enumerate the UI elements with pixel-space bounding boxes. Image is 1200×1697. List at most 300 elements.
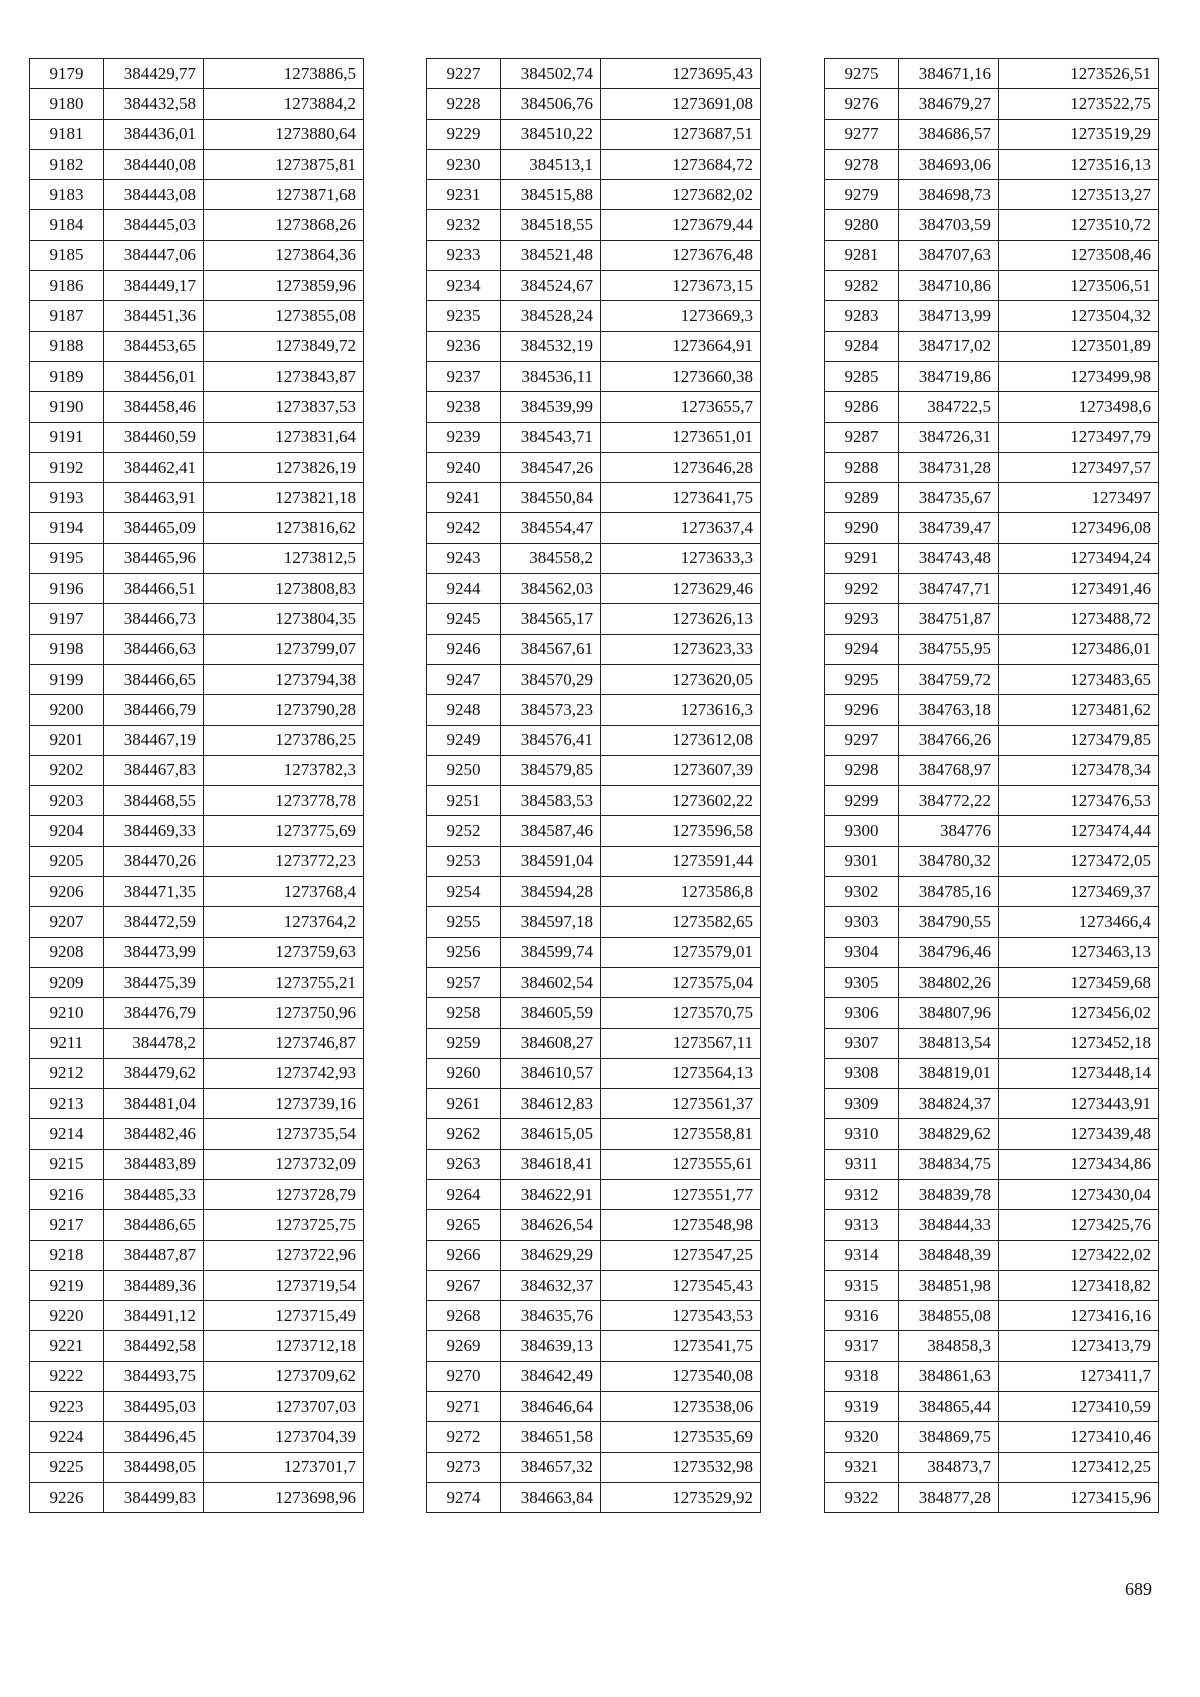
table-row (427, 1149, 761, 1179)
y-coordinate-cell: 1273732,09 (204, 1149, 364, 1179)
y-coordinate-cell: 1273483,65 (999, 664, 1159, 694)
x-coordinate-cell: 384759,72 (899, 664, 999, 694)
coordinate-table-1 (29, 58, 364, 1513)
y-coordinate-cell: 1273725,75 (204, 1210, 364, 1240)
y-coordinate-cell: 1273498,6 (999, 392, 1159, 422)
x-coordinate-cell: 384476,79 (104, 998, 204, 1028)
point-number-cell: 9289 (825, 483, 899, 513)
point-number-cell: 9301 (825, 846, 899, 876)
y-coordinate-cell: 1273602,22 (601, 786, 761, 816)
y-coordinate-cell: 1273808,83 (204, 574, 364, 604)
y-coordinate-cell: 1273564,13 (601, 1058, 761, 1088)
x-coordinate-cell: 384543,71 (501, 422, 601, 452)
x-coordinate-cell: 384747,71 (899, 574, 999, 604)
y-coordinate-cell: 1273481,62 (999, 695, 1159, 725)
table-row (30, 816, 364, 846)
x-coordinate-cell: 384605,59 (501, 998, 601, 1028)
table-row (427, 361, 761, 391)
table-row (825, 361, 1159, 391)
x-coordinate-cell: 384576,41 (501, 725, 601, 755)
x-coordinate-cell: 384456,01 (104, 361, 204, 391)
y-coordinate-cell: 1273719,54 (204, 1270, 364, 1300)
y-coordinate-cell: 1273411,7 (999, 1361, 1159, 1391)
table-row (427, 452, 761, 482)
point-number-cell: 9181 (30, 119, 104, 149)
x-coordinate-cell: 384807,96 (899, 998, 999, 1028)
y-coordinate-cell: 1273722,96 (204, 1240, 364, 1270)
table-row (427, 59, 761, 89)
y-coordinate-cell: 1273616,3 (601, 695, 761, 725)
point-number-cell: 9213 (30, 1089, 104, 1119)
table-row (30, 483, 364, 513)
point-number-cell: 9227 (427, 59, 501, 89)
x-coordinate-cell: 384518,55 (501, 210, 601, 240)
y-coordinate-cell: 1273855,08 (204, 301, 364, 331)
x-coordinate-cell: 384445,03 (104, 210, 204, 240)
table-row (427, 574, 761, 604)
x-coordinate-cell: 384626,54 (501, 1210, 601, 1240)
x-coordinate-cell: 384479,62 (104, 1058, 204, 1088)
point-number-cell: 9257 (427, 967, 501, 997)
point-number-cell: 9260 (427, 1058, 501, 1088)
y-coordinate-cell: 1273880,64 (204, 119, 364, 149)
point-number-cell: 9261 (427, 1089, 501, 1119)
y-coordinate-cell: 1273695,43 (601, 59, 761, 89)
table-row (427, 664, 761, 694)
y-coordinate-cell: 1273504,32 (999, 301, 1159, 331)
y-coordinate-cell: 1273704,39 (204, 1422, 364, 1452)
y-coordinate-cell: 1273497 (999, 483, 1159, 513)
point-number-cell: 9200 (30, 695, 104, 725)
table-row (825, 967, 1159, 997)
point-number-cell: 9313 (825, 1210, 899, 1240)
x-coordinate-cell: 384579,85 (501, 755, 601, 785)
table-row (30, 59, 364, 89)
y-coordinate-cell: 1273886,5 (204, 59, 364, 89)
y-coordinate-cell: 1273410,46 (999, 1422, 1159, 1452)
point-number-cell: 9215 (30, 1149, 104, 1179)
x-coordinate-cell: 384622,91 (501, 1179, 601, 1209)
table-row (825, 1452, 1159, 1482)
point-number-cell: 9236 (427, 331, 501, 361)
point-number-cell: 9235 (427, 301, 501, 331)
x-coordinate-cell: 384615,05 (501, 1119, 601, 1149)
table-row (427, 634, 761, 664)
point-number-cell: 9302 (825, 877, 899, 907)
x-coordinate-cell: 384510,22 (501, 119, 601, 149)
x-coordinate-cell: 384492,58 (104, 1331, 204, 1361)
x-coordinate-cell: 384861,63 (899, 1361, 999, 1391)
point-number-cell: 9273 (427, 1452, 501, 1482)
table-row (30, 877, 364, 907)
table-row (427, 422, 761, 452)
table-row (30, 452, 364, 482)
table-row (427, 119, 761, 149)
x-coordinate-cell: 384524,67 (501, 271, 601, 301)
point-number-cell: 9223 (30, 1392, 104, 1422)
table-row (825, 1240, 1159, 1270)
point-number-cell: 9322 (825, 1482, 899, 1512)
table-row (825, 59, 1159, 89)
y-coordinate-cell: 1273547,25 (601, 1240, 761, 1270)
point-number-cell: 9249 (427, 725, 501, 755)
y-coordinate-cell: 1273506,51 (999, 271, 1159, 301)
table-row (427, 1452, 761, 1482)
table-row (30, 1482, 364, 1512)
x-coordinate-cell: 384755,95 (899, 634, 999, 664)
table-row (427, 513, 761, 543)
x-coordinate-cell: 384834,75 (899, 1149, 999, 1179)
point-number-cell: 9291 (825, 543, 899, 573)
table-row (427, 1240, 761, 1270)
y-coordinate-cell: 1273443,91 (999, 1089, 1159, 1119)
point-number-cell: 9229 (427, 119, 501, 149)
table-row (30, 392, 364, 422)
y-coordinate-cell: 1273422,02 (999, 1240, 1159, 1270)
table-row (30, 1361, 364, 1391)
point-number-cell: 9232 (427, 210, 501, 240)
point-number-cell: 9314 (825, 1240, 899, 1270)
y-coordinate-cell: 1273864,36 (204, 240, 364, 270)
table-row (825, 1149, 1159, 1179)
point-number-cell: 9293 (825, 604, 899, 634)
table-row (825, 1089, 1159, 1119)
y-coordinate-cell: 1273575,04 (601, 967, 761, 997)
table-row (427, 604, 761, 634)
y-coordinate-cell: 1273416,16 (999, 1301, 1159, 1331)
y-coordinate-cell: 1273425,76 (999, 1210, 1159, 1240)
point-number-cell: 9305 (825, 967, 899, 997)
point-number-cell: 9287 (825, 422, 899, 452)
x-coordinate-cell: 384743,48 (899, 543, 999, 573)
x-coordinate-cell: 384768,97 (899, 755, 999, 785)
table-row (30, 1119, 364, 1149)
table-row (825, 786, 1159, 816)
y-coordinate-cell: 1273586,8 (601, 877, 761, 907)
table-row (427, 89, 761, 119)
table-row (30, 149, 364, 179)
table-row (30, 664, 364, 694)
y-coordinate-cell: 1273459,68 (999, 967, 1159, 997)
table-row (825, 1028, 1159, 1058)
point-number-cell: 9231 (427, 180, 501, 210)
x-coordinate-cell: 384453,65 (104, 331, 204, 361)
y-coordinate-cell: 1273612,08 (601, 725, 761, 755)
y-coordinate-cell: 1273496,08 (999, 513, 1159, 543)
table-row (427, 695, 761, 725)
table-row (825, 271, 1159, 301)
y-coordinate-cell: 1273826,19 (204, 452, 364, 482)
y-coordinate-cell: 1273735,54 (204, 1119, 364, 1149)
table-row (30, 907, 364, 937)
y-coordinate-cell: 1273712,18 (204, 1331, 364, 1361)
point-number-cell: 9315 (825, 1270, 899, 1300)
table-row (30, 210, 364, 240)
point-number-cell: 9255 (427, 907, 501, 937)
point-number-cell: 9271 (427, 1392, 501, 1422)
x-coordinate-cell: 384790,55 (899, 907, 999, 937)
point-number-cell: 9253 (427, 846, 501, 876)
y-coordinate-cell: 1273859,96 (204, 271, 364, 301)
y-coordinate-cell: 1273755,21 (204, 967, 364, 997)
y-coordinate-cell: 1273775,69 (204, 816, 364, 846)
table-row (427, 210, 761, 240)
table-row (825, 1210, 1159, 1240)
y-coordinate-cell: 1273782,3 (204, 755, 364, 785)
y-coordinate-cell: 1273843,87 (204, 361, 364, 391)
point-number-cell: 9183 (30, 180, 104, 210)
point-number-cell: 9294 (825, 634, 899, 664)
y-coordinate-cell: 1273812,5 (204, 543, 364, 573)
point-number-cell: 9320 (825, 1422, 899, 1452)
table-row (30, 89, 364, 119)
x-coordinate-cell: 384539,99 (501, 392, 601, 422)
table-row (30, 271, 364, 301)
point-number-cell: 9204 (30, 816, 104, 846)
x-coordinate-cell: 384462,41 (104, 452, 204, 482)
x-coordinate-cell: 384663,84 (501, 1482, 601, 1512)
point-number-cell: 9281 (825, 240, 899, 270)
table-row (825, 1179, 1159, 1209)
table-row (427, 877, 761, 907)
point-number-cell: 9224 (30, 1422, 104, 1452)
point-number-cell: 9208 (30, 937, 104, 967)
table-row (427, 725, 761, 755)
x-coordinate-cell: 384865,44 (899, 1392, 999, 1422)
y-coordinate-cell: 1273413,79 (999, 1331, 1159, 1361)
point-number-cell: 9207 (30, 907, 104, 937)
table-row (825, 604, 1159, 634)
point-number-cell: 9192 (30, 452, 104, 482)
point-number-cell: 9303 (825, 907, 899, 937)
table-row (825, 1301, 1159, 1331)
table-row (825, 1119, 1159, 1149)
y-coordinate-cell: 1273637,4 (601, 513, 761, 543)
point-number-cell: 9240 (427, 452, 501, 482)
point-number-cell: 9210 (30, 998, 104, 1028)
x-coordinate-cell: 384473,99 (104, 937, 204, 967)
y-coordinate-cell: 1273472,05 (999, 846, 1159, 876)
table-row (427, 149, 761, 179)
table-row (825, 725, 1159, 755)
y-coordinate-cell: 1273837,53 (204, 392, 364, 422)
table-row (825, 755, 1159, 785)
point-number-cell: 9222 (30, 1361, 104, 1391)
y-coordinate-cell: 1273582,65 (601, 907, 761, 937)
x-coordinate-cell: 384877,28 (899, 1482, 999, 1512)
table-row (427, 755, 761, 785)
x-coordinate-cell: 384639,13 (501, 1331, 601, 1361)
y-coordinate-cell: 1273707,03 (204, 1392, 364, 1422)
x-coordinate-cell: 384780,32 (899, 846, 999, 876)
x-coordinate-cell: 384776 (899, 816, 999, 846)
x-coordinate-cell: 384602,54 (501, 967, 601, 997)
y-coordinate-cell: 1273764,2 (204, 907, 364, 937)
y-coordinate-cell: 1273875,81 (204, 149, 364, 179)
y-coordinate-cell: 1273596,58 (601, 816, 761, 846)
x-coordinate-cell: 384521,48 (501, 240, 601, 270)
table-row (825, 180, 1159, 210)
y-coordinate-cell: 1273673,15 (601, 271, 761, 301)
x-coordinate-cell: 384558,2 (501, 543, 601, 573)
y-coordinate-cell: 1273623,33 (601, 634, 761, 664)
point-number-cell: 9195 (30, 543, 104, 573)
x-coordinate-cell: 384499,83 (104, 1482, 204, 1512)
table-row (30, 513, 364, 543)
table-row (825, 1331, 1159, 1361)
y-coordinate-cell: 1273698,96 (204, 1482, 364, 1512)
x-coordinate-cell: 384469,33 (104, 816, 204, 846)
x-coordinate-cell: 384547,26 (501, 452, 601, 482)
point-number-cell: 9191 (30, 422, 104, 452)
table-row (825, 543, 1159, 573)
y-coordinate-cell: 1273519,29 (999, 119, 1159, 149)
table-row (30, 422, 364, 452)
x-coordinate-cell: 384839,78 (899, 1179, 999, 1209)
y-coordinate-cell: 1273768,4 (204, 877, 364, 907)
table-row (30, 634, 364, 664)
y-coordinate-cell: 1273476,53 (999, 786, 1159, 816)
x-coordinate-cell: 384466,63 (104, 634, 204, 664)
y-coordinate-cell: 1273516,13 (999, 149, 1159, 179)
x-coordinate-cell: 384528,24 (501, 301, 601, 331)
table-row (30, 1210, 364, 1240)
x-coordinate-cell: 384570,29 (501, 664, 601, 694)
point-number-cell: 9258 (427, 998, 501, 1028)
coordinate-table-2 (426, 58, 761, 1513)
table-row (427, 1210, 761, 1240)
point-number-cell: 9194 (30, 513, 104, 543)
point-number-cell: 9306 (825, 998, 899, 1028)
table-row (427, 907, 761, 937)
y-coordinate-cell: 1273633,3 (601, 543, 761, 573)
x-coordinate-cell: 384612,83 (501, 1089, 601, 1119)
y-coordinate-cell: 1273497,57 (999, 452, 1159, 482)
point-number-cell: 9316 (825, 1301, 899, 1331)
table-row (427, 967, 761, 997)
point-number-cell: 9189 (30, 361, 104, 391)
table-row (30, 604, 364, 634)
y-coordinate-cell: 1273715,49 (204, 1301, 364, 1331)
x-coordinate-cell: 384618,41 (501, 1149, 601, 1179)
y-coordinate-cell: 1273548,98 (601, 1210, 761, 1240)
point-number-cell: 9256 (427, 937, 501, 967)
x-coordinate-cell: 384858,3 (899, 1331, 999, 1361)
point-number-cell: 9264 (427, 1179, 501, 1209)
point-number-cell: 9211 (30, 1028, 104, 1058)
y-coordinate-cell: 1273570,75 (601, 998, 761, 1028)
x-coordinate-cell: 384703,59 (899, 210, 999, 240)
point-number-cell: 9309 (825, 1089, 899, 1119)
point-number-cell: 9277 (825, 119, 899, 149)
table-row (825, 1361, 1159, 1391)
y-coordinate-cell: 1273655,7 (601, 392, 761, 422)
table-row (427, 937, 761, 967)
table-row (30, 1179, 364, 1209)
y-coordinate-cell: 1273742,93 (204, 1058, 364, 1088)
table-row (427, 392, 761, 422)
x-coordinate-cell: 384671,16 (899, 59, 999, 89)
x-coordinate-cell: 384502,74 (501, 59, 601, 89)
x-coordinate-cell: 384440,08 (104, 149, 204, 179)
table-row (30, 1240, 364, 1270)
x-coordinate-cell: 384735,67 (899, 483, 999, 513)
x-coordinate-cell: 384657,32 (501, 1452, 601, 1482)
y-coordinate-cell: 1273532,98 (601, 1452, 761, 1482)
table-row (30, 119, 364, 149)
y-coordinate-cell: 1273868,26 (204, 210, 364, 240)
table-row (825, 452, 1159, 482)
y-coordinate-cell: 1273448,14 (999, 1058, 1159, 1088)
y-coordinate-cell: 1273535,69 (601, 1422, 761, 1452)
y-coordinate-cell: 1273494,24 (999, 543, 1159, 573)
y-coordinate-cell: 1273676,48 (601, 240, 761, 270)
x-coordinate-cell: 384610,57 (501, 1058, 601, 1088)
y-coordinate-cell: 1273739,16 (204, 1089, 364, 1119)
x-coordinate-cell: 384465,96 (104, 543, 204, 573)
x-coordinate-cell: 384707,63 (899, 240, 999, 270)
x-coordinate-cell: 384829,62 (899, 1119, 999, 1149)
x-coordinate-cell: 384599,74 (501, 937, 601, 967)
x-coordinate-cell: 384751,87 (899, 604, 999, 634)
point-number-cell: 9270 (427, 1361, 501, 1391)
table-row (30, 543, 364, 573)
x-coordinate-cell: 384482,46 (104, 1119, 204, 1149)
table-row (825, 1482, 1159, 1512)
y-coordinate-cell: 1273746,87 (204, 1028, 364, 1058)
point-number-cell: 9202 (30, 755, 104, 785)
x-coordinate-cell: 384466,73 (104, 604, 204, 634)
y-coordinate-cell: 1273821,18 (204, 483, 364, 513)
point-number-cell: 9197 (30, 604, 104, 634)
x-coordinate-cell: 384646,64 (501, 1392, 601, 1422)
point-number-cell: 9244 (427, 574, 501, 604)
table-row (30, 1270, 364, 1300)
x-coordinate-cell: 384491,12 (104, 1301, 204, 1331)
point-number-cell: 9295 (825, 664, 899, 694)
point-number-cell: 9284 (825, 331, 899, 361)
point-number-cell: 9238 (427, 392, 501, 422)
x-coordinate-cell: 384483,89 (104, 1149, 204, 1179)
x-coordinate-cell: 384467,19 (104, 725, 204, 755)
y-coordinate-cell: 1273682,02 (601, 180, 761, 210)
y-coordinate-cell: 1273522,75 (999, 89, 1159, 119)
x-coordinate-cell: 384763,18 (899, 695, 999, 725)
table-row (427, 786, 761, 816)
x-coordinate-cell: 384608,27 (501, 1028, 601, 1058)
x-coordinate-cell: 384722,5 (899, 392, 999, 422)
point-number-cell: 9274 (427, 1482, 501, 1512)
x-coordinate-cell: 384481,04 (104, 1089, 204, 1119)
y-coordinate-cell: 1273499,98 (999, 361, 1159, 391)
point-number-cell: 9226 (30, 1482, 104, 1512)
table-row (427, 816, 761, 846)
y-coordinate-cell: 1273434,86 (999, 1149, 1159, 1179)
y-coordinate-cell: 1273664,91 (601, 331, 761, 361)
point-number-cell: 9251 (427, 786, 501, 816)
point-number-cell: 9317 (825, 1331, 899, 1361)
x-coordinate-cell: 384487,87 (104, 1240, 204, 1270)
point-number-cell: 9214 (30, 1119, 104, 1149)
x-coordinate-cell: 384813,54 (899, 1028, 999, 1058)
table-row (30, 725, 364, 755)
table-row (427, 1179, 761, 1209)
y-coordinate-cell: 1273529,92 (601, 1482, 761, 1512)
y-coordinate-cell: 1273551,77 (601, 1179, 761, 1209)
y-coordinate-cell: 1273759,63 (204, 937, 364, 967)
y-coordinate-cell: 1273629,46 (601, 574, 761, 604)
point-number-cell: 9311 (825, 1149, 899, 1179)
